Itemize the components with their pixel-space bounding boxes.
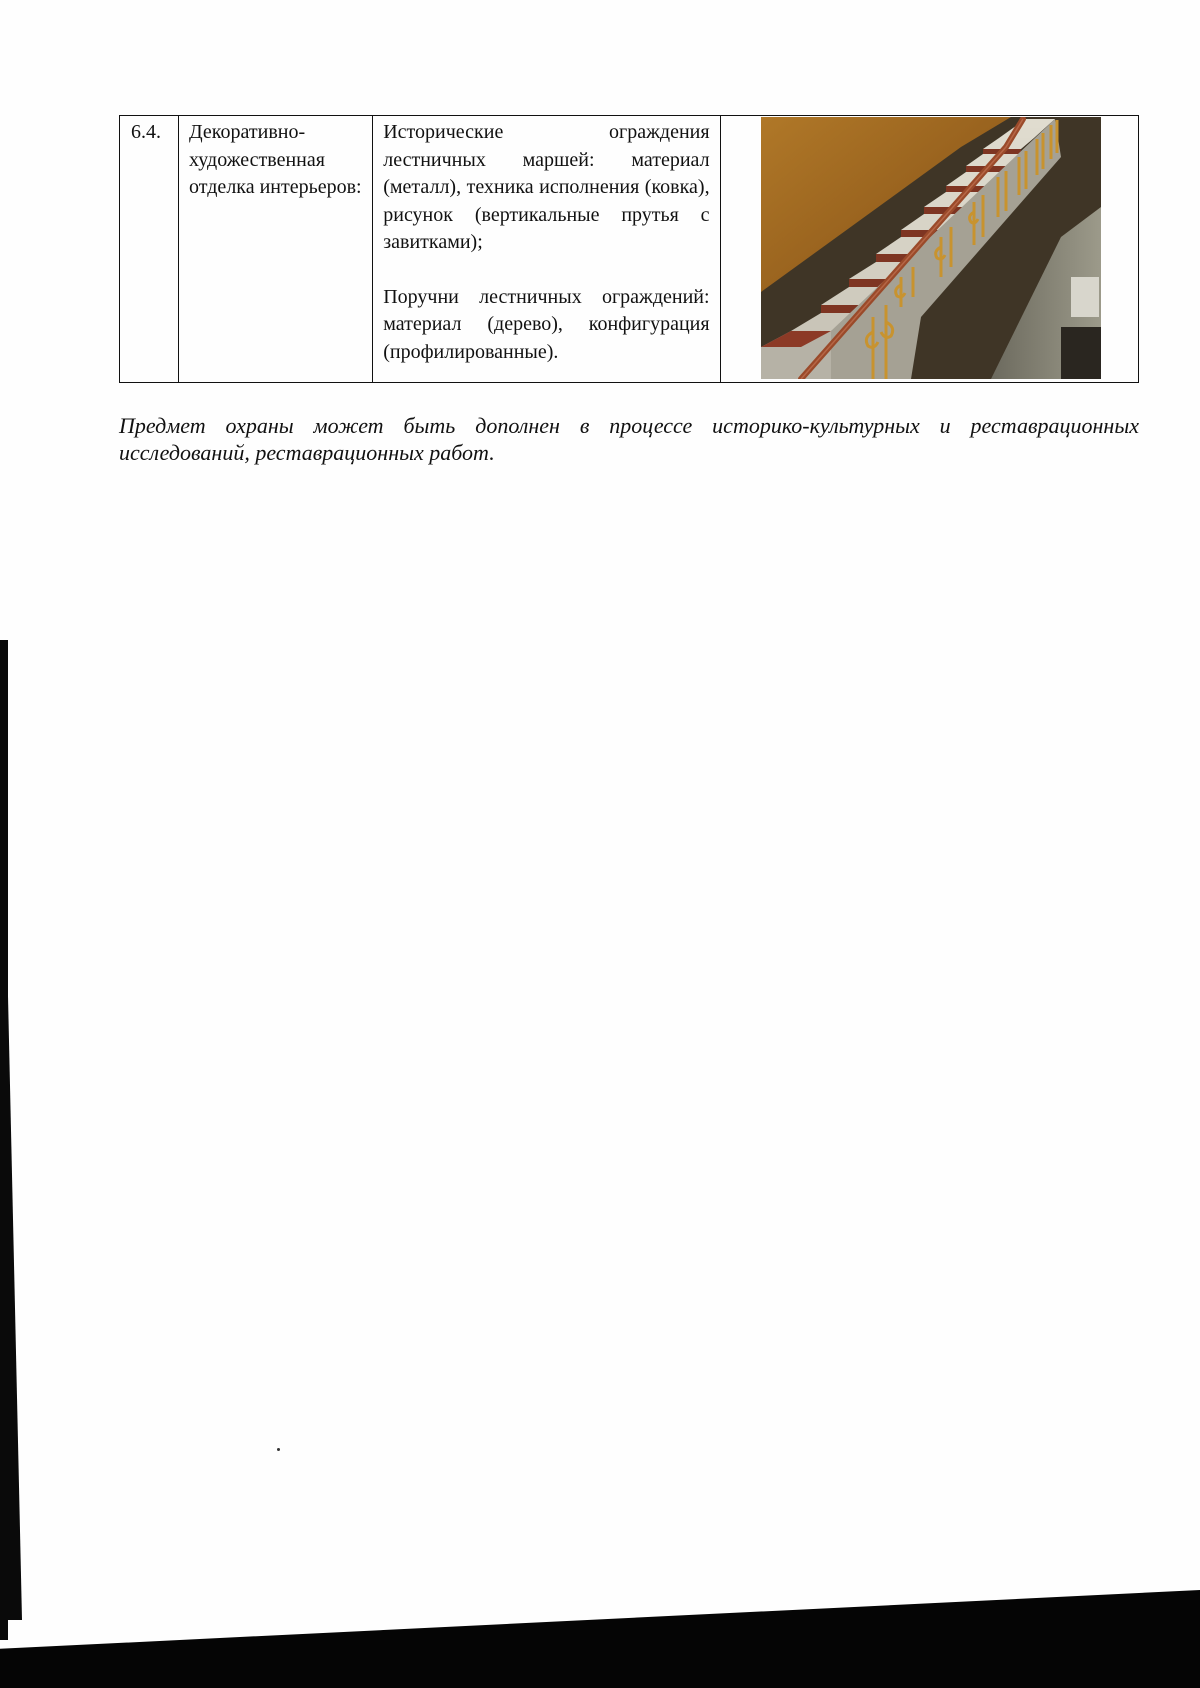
description-handrails: Поручни лестничных ограждений: материал (дерево), конфигурация (профилированные). [383,285,710,363]
protection-note: Предмет охраны может быть дополнен в процессе историко-культурных и реставрационных исследований, реставрационных работ. [119,413,1139,465]
description-railings: Исторические ограждения лестничных маршей: материал (металл), техника исполнения (ковка), рисунок (вертикальные прутья с завитками); [383,121,710,253]
row-category: Декоративно-художественная отделка интерьеров: [189,121,362,198]
staircase-photo-drawing [761,117,1101,379]
staircase-photo [761,117,1101,379]
row-image-cell [720,116,1138,383]
scan-border-bottom [0,1590,1200,1688]
protection-subject-table [119,115,1139,383]
row-description-cell [373,116,720,383]
row-category-cell [179,116,373,383]
table-row [120,116,1139,383]
scan-speck [277,1448,280,1451]
row-number-cell [120,116,179,383]
row-number: 6.4. [131,121,161,143]
scan-border-left-wedge [0,640,22,1620]
